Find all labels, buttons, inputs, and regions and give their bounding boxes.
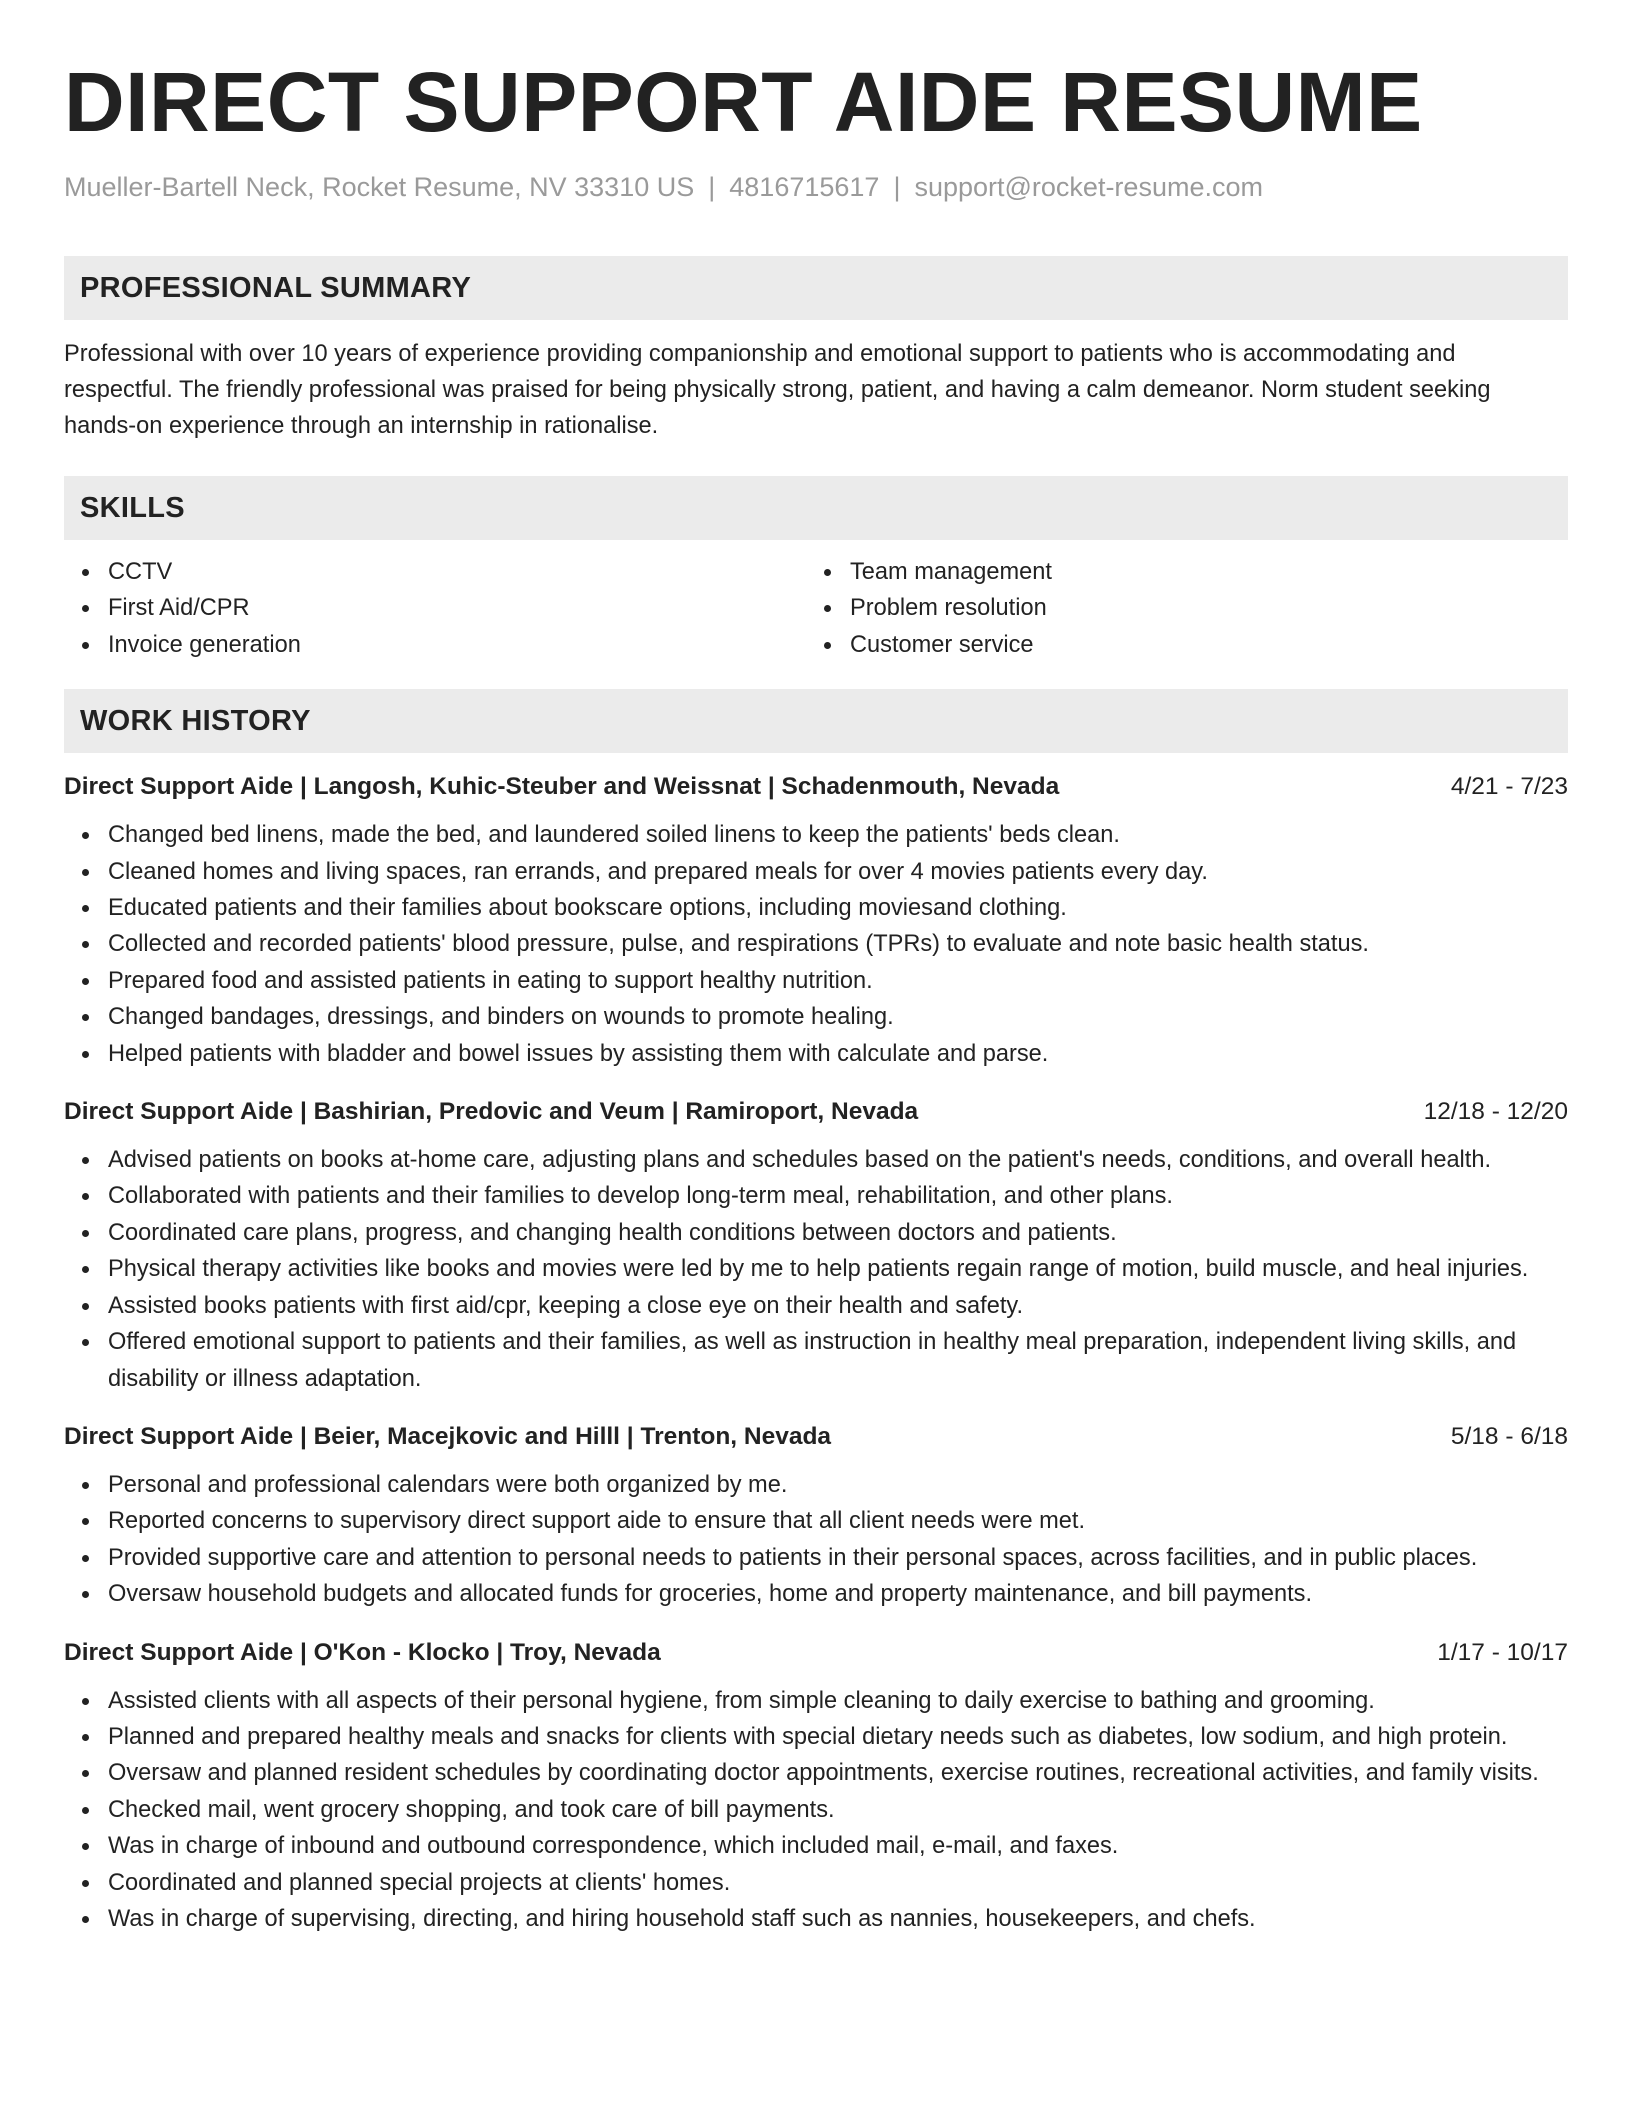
skills-column-right: [806, 554, 1548, 663]
job-bullet: Advised patients on books at-home care, adjusting plans and schedules based on the patient's needs, conditions, and overall health.: [64, 1142, 1568, 1178]
job-title: Direct Support Aide | O'Kon - Klocko | Troy, Nevada: [64, 1638, 661, 1666]
section-heading-skills: SKILLS: [64, 476, 1568, 540]
skill-item: Problem resolution: [806, 590, 1548, 626]
job-bullet: Changed bandages, dressings, and binders on wounds to promote healing.: [64, 999, 1568, 1035]
job-dates: 1/17 - 10/17: [1437, 1638, 1568, 1666]
contact-phone: 4816715617: [729, 172, 880, 202]
job-bullet: Collaborated with patients and their families to develop long-term meal, rehabilitation, and other plans.: [64, 1178, 1568, 1214]
job-bullets: [64, 1683, 1568, 1938]
job-title: Direct Support Aide | Beier, Macejkovic and Hilll | Trenton, Nevada: [64, 1422, 832, 1450]
job-header: [64, 1094, 1568, 1130]
job-bullet: Oversaw household budgets and allocated funds for groceries, home and property maintenance, and bill payments.: [64, 1576, 1568, 1612]
job-entry: [64, 769, 1568, 1072]
job-bullet: Educated patients and their families about bookscare options, including moviesand clothing.: [64, 890, 1568, 926]
job-bullet: Was in charge of inbound and outbound correspondence, which included mail, e-mail, and faxes.: [64, 1828, 1568, 1864]
skills-column-left: [64, 554, 806, 663]
job-entry: [64, 1635, 1568, 1938]
job-bullet: Helped patients with bladder and bowel issues by assisting them with calculate and parse.: [64, 1036, 1568, 1072]
job-bullet: Prepared food and assisted patients in eating to support healthy nutrition.: [64, 963, 1568, 999]
skills-grid: [64, 554, 1568, 663]
skill-item: Team management: [806, 554, 1548, 590]
job-bullet: Collected and recorded patients' blood pressure, pulse, and respirations (TPRs) to evaluate and note basic health status.: [64, 926, 1568, 962]
job-title: Direct Support Aide | Bashirian, Predovic and Veum | Ramiroport, Nevada: [64, 1098, 919, 1126]
job-bullet: Coordinated and planned special projects at clients' homes.: [64, 1865, 1568, 1901]
section-heading-summary: PROFESSIONAL SUMMARY: [64, 256, 1568, 320]
job-title: Direct Support Aide | Langosh, Kuhic-Steuber and Weissnat | Schadenmouth, Nevada: [64, 773, 1060, 801]
contact-line: [64, 170, 1568, 204]
contact-address: Mueller-Bartell Neck, Rocket Resume, NV 33310 US: [64, 172, 695, 202]
job-bullets: [64, 1467, 1568, 1613]
job-bullets: [64, 817, 1568, 1072]
job-bullet: Checked mail, went grocery shopping, and took care of bill payments.: [64, 1792, 1568, 1828]
job-bullet: Changed bed linens, made the bed, and laundered soiled linens to keep the patients' beds clean.: [64, 817, 1568, 853]
job-bullet: Physical therapy activities like books and movies were led by me to help patients regain range of motion, build muscle, and heal injuries.: [64, 1251, 1568, 1287]
job-bullet: Oversaw and planned resident schedules by coordinating doctor appointments, exercise routines, recreational activities, and family visits.: [64, 1755, 1568, 1791]
job-bullet: Offered emotional support to patients and their families, as well as instruction in healthy meal preparation, independent living skills, and disability or illness adaptation.: [64, 1324, 1568, 1397]
job-bullet: Reported concerns to supervisory direct support aide to ensure that all client needs were met.: [64, 1503, 1568, 1539]
job-entry: [64, 1094, 1568, 1397]
skill-item: Customer service: [806, 627, 1548, 663]
job-bullet: Planned and prepared healthy meals and snacks for clients with special dietary needs such as diabetes, low sodium, and high protein.: [64, 1719, 1568, 1755]
job-bullet: Provided supportive care and attention to personal needs to patients in their personal spaces, across facilities, and in public places.: [64, 1540, 1568, 1576]
job-dates: 12/18 - 12/20: [1423, 1098, 1568, 1126]
skill-item: Invoice generation: [64, 627, 806, 663]
skill-item: CCTV: [64, 554, 806, 590]
job-bullet: Was in charge of supervising, directing, and hiring household staff such as nannies, housekeepers, and chefs.: [64, 1901, 1568, 1937]
job-bullet: Assisted books patients with first aid/cpr, keeping a close eye on their health and safety.: [64, 1288, 1568, 1324]
job-entry: [64, 1419, 1568, 1613]
job-dates: 5/18 - 6/18: [1450, 1422, 1568, 1450]
job-bullet: Cleaned homes and living spaces, ran errands, and prepared meals for over 4 movies patients every day.: [64, 854, 1568, 890]
job-header: [64, 1419, 1568, 1455]
job-bullets: [64, 1142, 1568, 1397]
job-bullet: Coordinated care plans, progress, and changing health conditions between doctors and patients.: [64, 1215, 1568, 1251]
section-heading-work-history: WORK HISTORY: [64, 689, 1568, 753]
job-header: [64, 769, 1568, 805]
summary-text: Professional with over 10 years of experience providing companionship and emotional support to patients who is accommodating and respectful. The friendly professional was praised for being physically strong, patient, and having a calm demeanor. Norm student seeking hands-on experience through an internship in rationalise.: [64, 341, 1491, 439]
resume-title: DIRECT SUPPORT AIDE RESUME: [64, 55, 1423, 149]
contact-email: support@rocket-resume.com: [914, 172, 1263, 202]
job-bullet: Personal and professional calendars were both organized by me.: [64, 1467, 1568, 1503]
job-dates: 4/21 - 7/23: [1450, 773, 1568, 801]
skill-item: First Aid/CPR: [64, 590, 806, 626]
contact-separator: |: [893, 172, 901, 202]
contact-separator: |: [708, 172, 716, 202]
job-bullet: Assisted clients with all aspects of their personal hygiene, from simple cleaning to daily exercise to bathing and grooming.: [64, 1683, 1568, 1719]
job-header: [64, 1635, 1568, 1671]
